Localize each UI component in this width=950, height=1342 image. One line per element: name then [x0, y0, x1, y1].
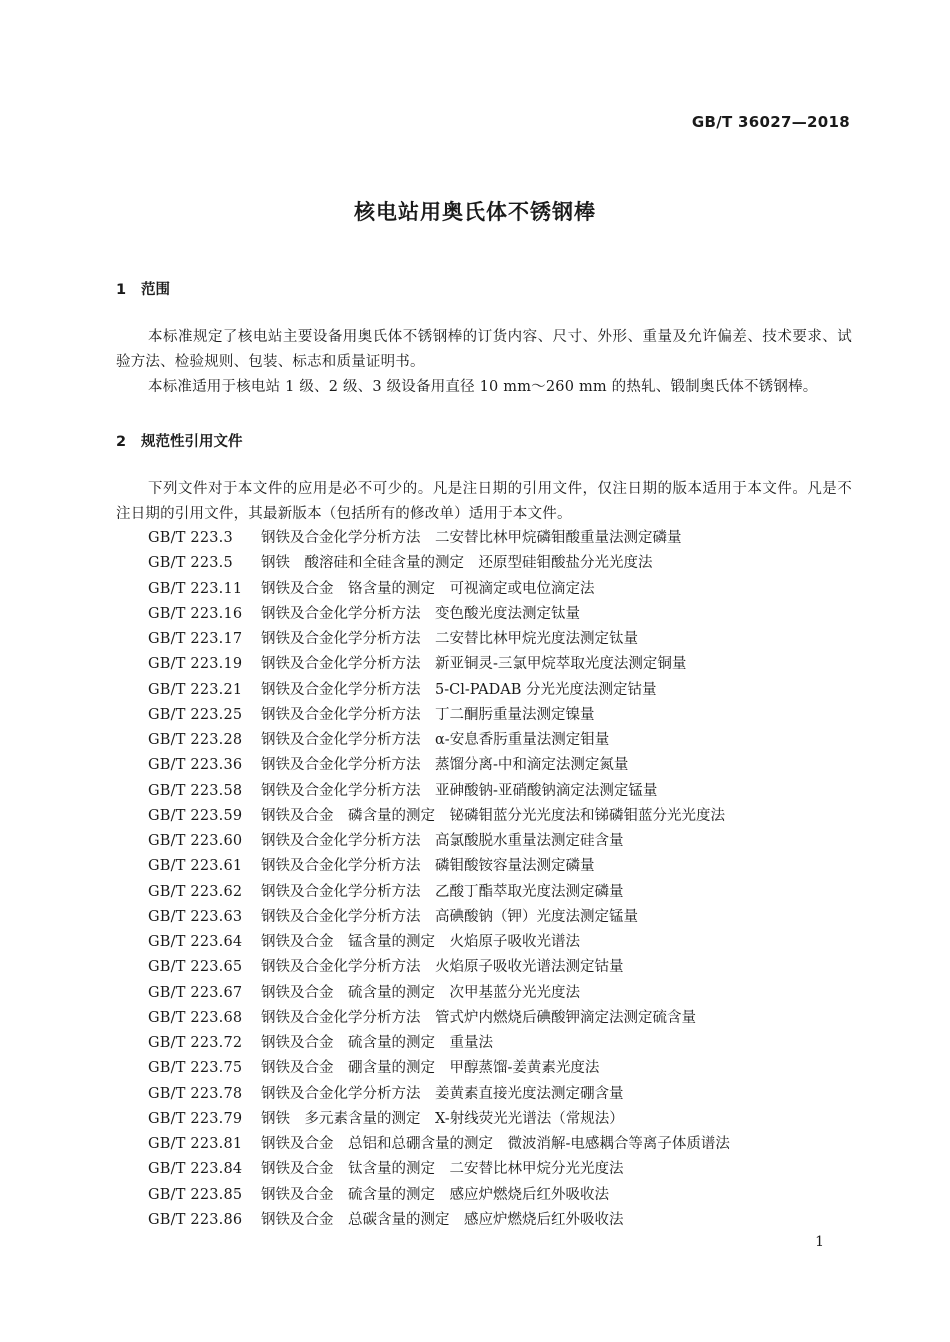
- reference-code: GB/T 223.62: [148, 883, 243, 900]
- reference-title: 钢铁及合金 硫含量的测定 重量法: [261, 1035, 493, 1051]
- section-2-heading: [116, 430, 243, 451]
- reference-title: 钢铁及合金化学分析方法 蒸馏分离-中和滴定法测定氮量: [261, 757, 629, 774]
- reference-title: 钢铁及合金 硫含量的测定 感应炉燃烧后红外吸收法: [261, 1186, 609, 1203]
- reference-code: GB/T 223.84: [148, 1161, 243, 1178]
- reference-code: GB/T 223.60: [148, 833, 243, 849]
- reference-item: [148, 678, 848, 703]
- reference-item: [148, 1183, 848, 1208]
- section-1-paragraph-1: 本标准规定了核电站主要设备用奥氏体不锈钢棒的订货内容、尺寸、外形、重量及允许偏差、技术要求、试验方法、检验规则、包装、标志和质量证明书。: [116, 329, 852, 370]
- standard-number: GB/T 36027—2018: [691, 113, 850, 131]
- reference-code: GB/T 223.61: [148, 858, 243, 875]
- section-1-title: 范围: [141, 282, 170, 298]
- reference-code: GB/T 223.17: [148, 631, 243, 647]
- reference-item: [148, 1157, 848, 1182]
- reference-item: [148, 779, 848, 804]
- reference-code: GB/T 223.75: [148, 1060, 243, 1077]
- reference-item: [148, 703, 848, 728]
- reference-item: [148, 1082, 848, 1107]
- reference-item: [148, 955, 848, 980]
- reference-title: 钢铁及合金化学分析方法 二安替比林甲烷光度法测定钛量: [261, 631, 638, 647]
- reference-title: 钢铁及合金化学分析方法 磷钼酸铵容量法测定磷量: [261, 858, 595, 875]
- reference-item: [148, 753, 848, 778]
- reference-item: [148, 1107, 848, 1132]
- reference-code: GB/T 223.64: [148, 934, 243, 950]
- reference-code: GB/T 223.67: [148, 984, 243, 1001]
- reference-title: 钢铁及合金化学分析方法 5-Cl-PADAB 分光光度法测定钴量: [261, 681, 657, 698]
- reference-item: [148, 829, 848, 854]
- reference-title: 钢铁及合金化学分析方法 二安替比林甲烷磷钼酸重量法测定磷量: [261, 530, 682, 546]
- reference-item: [148, 854, 848, 879]
- reference-title: 钢铁及合金 硼含量的测定 甲醇蒸馏-姜黄素光度法: [261, 1060, 600, 1077]
- reference-title: 钢铁及合金化学分析方法 α-安息香肟重量法测定钼量: [261, 732, 610, 748]
- reference-title: 钢铁及合金化学分析方法 丁二酮肟重量法测定镍量: [261, 706, 595, 723]
- reference-item: [148, 1031, 848, 1056]
- reference-code: GB/T 223.78: [148, 1085, 243, 1102]
- reference-code: GB/T 223.5: [148, 555, 233, 572]
- reference-item: [148, 602, 848, 627]
- reference-title: 钢铁及合金化学分析方法 管式炉内燃烧后碘酸钾滴定法测定硫含量: [261, 1009, 696, 1026]
- section-1-number: 1: [116, 282, 127, 298]
- reference-title: 钢铁及合金化学分析方法 变色酸光度法测定钛量: [261, 605, 580, 622]
- section-1-heading: [116, 278, 170, 299]
- reference-code: GB/T 223.65: [148, 959, 243, 976]
- reference-item: [148, 652, 848, 677]
- reference-code: GB/T 223.81: [148, 1136, 243, 1152]
- reference-item: [148, 1006, 848, 1031]
- reference-code: GB/T 223.19: [148, 656, 243, 673]
- reference-code: GB/T 223.59: [148, 807, 243, 824]
- document-title: 核电站用奥氏体不锈钢棒: [354, 200, 596, 224]
- reference-item: [148, 880, 848, 905]
- reference-title: 钢铁及合金 总碳含量的测定 感应炉燃烧后红外吸收法: [261, 1211, 624, 1228]
- reference-code: GB/T 223.86: [148, 1211, 243, 1228]
- reference-code: GB/T 223.72: [148, 1035, 243, 1051]
- reference-item: [148, 627, 848, 652]
- reference-code: GB/T 223.85: [148, 1186, 243, 1203]
- reference-code: GB/T 223.21: [148, 681, 243, 698]
- reference-item: [148, 981, 848, 1006]
- reference-title: 钢铁及合金 硫含量的测定 次甲基蓝分光光度法: [261, 984, 580, 1001]
- reference-title: 钢铁及合金 铬含量的测定 可视滴定或电位滴定法: [261, 580, 595, 597]
- reference-title: 钢铁及合金化学分析方法 乙酸丁酯萃取光度法测定磷量: [261, 883, 624, 900]
- reference-code: GB/T 223.28: [148, 732, 243, 748]
- reference-item: [148, 728, 848, 753]
- reference-title: 钢铁及合金化学分析方法 新亚铜灵-三氯甲烷萃取光度法测定铜量: [261, 656, 687, 673]
- section-2-title: 规范性引用文件: [141, 434, 243, 450]
- section-2-intro: 下列文件对于本文件的应用是必不可少的。凡是注日期的引用文件，仅注日期的版本适用于本文件。凡是不注日期的引用文件，其最新版本（包括所有的修改单）适用于本文件。: [116, 481, 852, 522]
- reference-code: GB/T 223.11: [148, 580, 243, 597]
- section-1-paragraph-2: 本标准适用于核电站 1 级、2 级、3 级设备用直径 10 mm～260 mm 的热轧、锻制奥氏体不锈钢棒。: [148, 379, 818, 395]
- reference-code: GB/T 223.3: [148, 530, 233, 546]
- reference-title: 钢铁及合金 钛含量的测定 二安替比林甲烷分光光度法: [261, 1161, 624, 1178]
- reference-item: [148, 1132, 848, 1157]
- reference-title: 钢铁及合金化学分析方法 姜黄素直接光度法测定硼含量: [261, 1085, 624, 1102]
- reference-item: [148, 526, 848, 551]
- reference-item: [148, 551, 848, 576]
- reference-list: [148, 526, 848, 1233]
- reference-code: GB/T 223.79: [148, 1110, 243, 1127]
- reference-item: [148, 930, 848, 955]
- reference-title: 钢铁及合金 总铝和总硼含量的测定 微波消解-电感耦合等离子体质谱法: [261, 1136, 730, 1152]
- reference-title: 钢铁及合金化学分析方法 高氯酸脱水重量法测定硅含量: [261, 833, 624, 849]
- reference-title: 钢铁及合金化学分析方法 高碘酸钠（钾）光度法测定锰量: [261, 908, 638, 925]
- reference-title: 钢铁及合金 磷含量的测定 铋磷钼蓝分光光度法和锑磷钼蓝分光光度法: [261, 807, 725, 824]
- reference-code: GB/T 223.16: [148, 605, 243, 622]
- reference-code: GB/T 223.25: [148, 706, 243, 723]
- reference-item: [148, 905, 848, 930]
- reference-item: [148, 577, 848, 602]
- reference-code: GB/T 223.68: [148, 1009, 243, 1026]
- reference-code: GB/T 223.58: [148, 782, 243, 799]
- reference-title: 钢铁及合金 锰含量的测定 火焰原子吸收光谱法: [261, 934, 580, 950]
- reference-item: [148, 1056, 848, 1081]
- section-2-number: 2: [116, 434, 127, 450]
- reference-code: GB/T 223.63: [148, 908, 243, 925]
- reference-item: [148, 1208, 848, 1233]
- reference-title: 钢铁 酸溶硅和全硅含量的测定 还原型硅钼酸盐分光光度法: [261, 555, 653, 572]
- page-number: 1: [815, 1234, 824, 1250]
- reference-title: 钢铁及合金化学分析方法 亚砷酸钠-亚硝酸钠滴定法测定锰量: [261, 782, 658, 799]
- reference-title: 钢铁及合金化学分析方法 火焰原子吸收光谱法测定钴量: [261, 959, 624, 976]
- reference-title: 钢铁 多元素含量的测定 X-射线荧光光谱法（常规法）: [261, 1110, 624, 1127]
- reference-code: GB/T 223.36: [148, 757, 243, 774]
- reference-item: [148, 804, 848, 829]
